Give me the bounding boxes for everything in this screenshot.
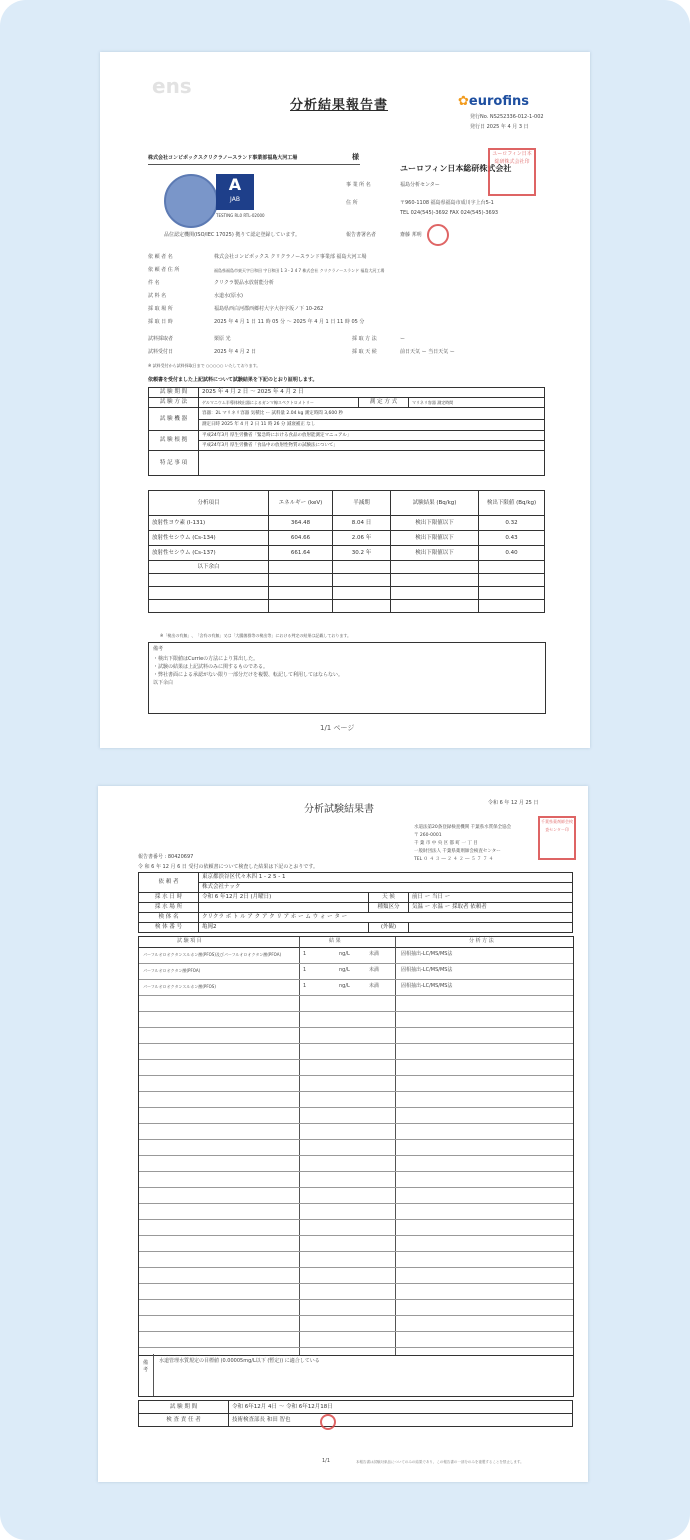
test-method: 固相抽出-LC/MS/MS法 [401, 967, 453, 973]
cell: 検出下限値以下 [391, 516, 479, 531]
table-row [149, 587, 545, 600]
row-rule [139, 1123, 573, 1124]
info-value: 水道水(原水) [214, 293, 243, 299]
test-item: パーフルオロオクタンスルホン酸(PFOS)及びパーフルオロオクタン酸(PFOA) [143, 952, 282, 957]
cell: 採 水 場 所 [139, 903, 199, 913]
cell: 特 記 事 項 [149, 451, 199, 476]
test-item: パーフルオロオクタン酸(PFOA) [143, 968, 201, 973]
table-row [149, 561, 545, 574]
cell: 令和 6 年12月 2日 (月曜日) [199, 893, 369, 903]
test-judge: 未満 [369, 983, 380, 989]
lab-name-label: 事 業 所 名 [346, 182, 371, 188]
cell: 試 験 機 器 [149, 408, 199, 431]
cell [199, 903, 369, 913]
report-title: 分析試験結果書 [304, 804, 374, 815]
row-rule [139, 1091, 573, 1092]
cell: 亀岡2 [199, 923, 369, 933]
eurofins-mark-icon: ✿ [458, 94, 469, 109]
cell: 364.48 [269, 516, 333, 531]
cell: クリクラ ボ ト ル ア ク ア ク リ ア ホ ー ム ウ ォ ー タ ー [199, 913, 573, 923]
certification-intro: 依頼書を受付ました上記試料について試験結果を下記のとおり証明します。 [148, 377, 318, 383]
sample-header-table [138, 872, 573, 933]
row-rule [139, 1251, 573, 1252]
info-label: 件 名 [148, 280, 160, 286]
cell: 前日 ー 当日 ー [409, 893, 573, 903]
info-value: 福島県福島市東天字日和田 字日和田 1 3 - 2 4 7 株式会社 クリクラノースランド 福島大河工場 [214, 268, 385, 273]
table-row [149, 431, 545, 441]
cell: 以下余白 [149, 561, 269, 574]
recipient-honorific: 様 [352, 153, 359, 161]
table-row [139, 923, 573, 933]
test-method: 固相抽出-LC/MS/MS法 [401, 951, 453, 957]
cell: 依 頼 者 [139, 873, 199, 893]
test-conditions-table [148, 387, 545, 476]
column-header: 検出下限値 (Bq/kg) [479, 491, 545, 516]
table-row [139, 873, 573, 883]
info-label: 試料受付日 [148, 349, 174, 355]
row-rule [139, 1203, 573, 1204]
row-rule [139, 1267, 573, 1268]
row-rule [139, 1171, 573, 1172]
issuer-seal-stamp: 千葉県薬剤師会検査センター印 [538, 816, 576, 860]
info-value: 前日天気 ー 当日天気 ー [400, 349, 455, 355]
cell: 気温 ー 水温 ー 採取者 依頼者 [409, 903, 573, 913]
remark-box [138, 1354, 574, 1397]
cell: 検 体 番 号 [139, 923, 199, 933]
info-value: 栗原 光 [214, 336, 231, 342]
row-rule [139, 963, 573, 964]
cell: 株式会社ナック [199, 883, 573, 893]
info-value: ー [400, 336, 406, 342]
table-row [139, 903, 573, 913]
company-seal-stamp: ユーロフィン日本総研株式会社印 [488, 148, 536, 196]
info-label: 採 取 日 時 [148, 319, 173, 325]
cell: 2025 年 4 月 2 日 〜 2025 年 4 月 2 日 [199, 388, 545, 398]
lab-tel: TEL 024(545)-3692 FAX 024(545)-3693 [400, 210, 499, 216]
issuer: 水道法第20条登録検査機関 千葉県水質保全協会 [414, 825, 512, 830]
cell: 放射性ヨウ素 (I-131) [149, 516, 269, 531]
results-header-row [139, 937, 573, 948]
test-item: パーフルオロオクタンスルホン酸(PFOS) [143, 984, 216, 989]
cell: 令和 6年12月 4日 〜 令和 6年12月18日 [229, 1401, 573, 1414]
issuer-line: 一般財団法人 千葉県薬剤師会検査センター [414, 849, 501, 854]
accreditation-note: 品位認定機関(ISO/IEC 17025) 拠りて認定登録しています。 [164, 232, 300, 238]
info-label: 採 取 場 所 [148, 306, 173, 312]
info-note: ※ 試料受付から試料採取日まで ○○○○○ いたしております。 [148, 363, 261, 368]
test-unit: ng/L [339, 951, 350, 957]
report-intro: 令 和 6 年 12 月 6 日 受付の依頼書について検査した結果は下記のとおりです。 [138, 864, 318, 870]
table-row [149, 451, 545, 476]
info-value: 株式会社コンビボックス クリクラノースランド事業部 福島大河工場 [214, 254, 367, 260]
lab-name: ユーロフィン日本総研株式会社 [400, 164, 512, 173]
cell: 2.06 年 [333, 531, 391, 546]
table-row [149, 408, 545, 420]
cell: 平成24年3月 厚生労働省「食品中の放射性物質の試験法について」 [199, 441, 545, 451]
results-grid [138, 936, 574, 1356]
info-label: 試料採取者 [148, 336, 174, 342]
column-header: 分析項目 [149, 491, 269, 516]
remarks-box [148, 642, 546, 714]
faint-logo: ens [152, 74, 192, 98]
table-row [139, 913, 573, 923]
table-header-row [149, 491, 545, 516]
cell: (外観) [369, 923, 409, 933]
info-label: 依 頼 者 住 所 [148, 267, 180, 273]
approver-label: 報告書署名者 [346, 232, 377, 238]
remark-text: 水道管理水質規定の目標値 (0.00005mg/L以下 (暫定)) に適合している [159, 1358, 320, 1364]
row-rule [139, 1043, 573, 1044]
cell: 試 験 期 間 [149, 388, 199, 398]
remark-line: ・試験の結果は上記試料のみに関するものである。 [153, 664, 269, 670]
issuer-line: 千 葉 市 中 央 区 都 町 一 丁 目 [414, 841, 478, 846]
row-rule [139, 1027, 573, 1028]
cell: 測 定 方 式 [359, 398, 409, 408]
info-value: 2025 年 4 月 2 日 [214, 349, 257, 355]
cell: 0.32 [479, 516, 545, 531]
cell: 604.66 [269, 531, 333, 546]
column-header: 試 験 項 目 [177, 938, 202, 944]
row-rule [139, 1187, 573, 1188]
test-judge: 未満 [369, 951, 380, 957]
row-rule [139, 1315, 573, 1316]
row-rule [139, 1235, 573, 1236]
column-header: エネルギー (keV) [269, 491, 333, 516]
table-row [149, 531, 545, 546]
test-result: 1 [303, 967, 307, 973]
report-date: 令和 6 年 12 月 25 日 [488, 800, 539, 806]
table-row [149, 600, 545, 613]
lab-center: 福島分析センター [400, 182, 440, 188]
row-rule [139, 1331, 573, 1332]
row-rule [139, 1107, 573, 1108]
footer-note: 本報告書は試験対象品についてのみの結果であり、この報告書の一部分のみを複製することを禁止します。 [356, 1460, 524, 1464]
cell: 試 験 期 間 [139, 1401, 229, 1414]
cell: 平成24年3月 厚生労働省「緊急時における食品の放射能測定マニュアル」 [199, 431, 545, 441]
issuer-line: TEL ０ ４ ３ ― ２ ４ ２ ― ５ ７ ７ ４ [414, 857, 494, 862]
row-rule [139, 1011, 573, 1012]
page-number: 1/1 [322, 1458, 331, 1464]
test-unit: ng/L [339, 967, 350, 973]
cell: 検出下限値以下 [391, 546, 479, 561]
cell: 8.04 日 [333, 516, 391, 531]
manager-seal-icon [320, 1414, 336, 1430]
info-value: クリクラ製品水放射能分析 [214, 280, 274, 286]
row-rule [139, 1283, 573, 1284]
test-judge: 未満 [369, 967, 380, 973]
eurofins-logo: ✿eurofins [458, 94, 529, 109]
cell: マリネリ容器 測定時間 [409, 398, 545, 408]
test-method: 固相抽出-LC/MS/MS法 [401, 983, 453, 989]
cell: 東京都渋谷区代々木四 1 - 2 5 - 1 [199, 873, 573, 883]
cell: 技術検査部長 和田 智也 [229, 1414, 573, 1427]
results-table [148, 490, 545, 613]
cell: 放射性セシウム (Cs-134) [149, 531, 269, 546]
column-header: 半減期 [333, 491, 391, 516]
row-rule [139, 1299, 573, 1300]
remark-line: ・弊社書面による承認がない限り一部分だけを複製、転記して利用してはならない。 [153, 672, 344, 678]
cell: 種類区分 [369, 903, 409, 913]
row-rule [139, 1347, 573, 1348]
info-label: 採 取 方 法 [352, 336, 377, 342]
jab-mark-icon: A JAB [216, 174, 254, 210]
row-rule [139, 995, 573, 996]
test-unit: ng/L [339, 983, 350, 989]
address-label: 住 所 [346, 200, 358, 206]
test-result: 1 [303, 983, 307, 989]
cell: 検 査 責 任 者 [139, 1414, 229, 1427]
remark-line: ・検出下限値はCurrieの方法により算出した。 [153, 656, 259, 662]
column-header: 結 果 [329, 938, 341, 944]
remarks-label: 備考 [153, 646, 164, 652]
info-label: 依 頼 者 名 [148, 254, 173, 260]
table-row [149, 546, 545, 561]
approver-seal-icon [427, 224, 449, 246]
info-value: 福島県西白河郡西郷村大字大谷字坂ノ下 10-262 [214, 306, 324, 312]
jab-sub: TESTING RL0 RTL-02000 [216, 213, 265, 218]
test-result-page [98, 786, 588, 1482]
cell: 661.64 [269, 546, 333, 561]
issuer-line: 〒 260-0001 [414, 833, 442, 838]
cell: 容器：2L マリネリ容器 気積比 ー 試料量 2.04 kg 測定時間 3,600 秒 [199, 408, 545, 420]
table-row [139, 883, 573, 893]
remark-label: 備 考 [143, 1360, 149, 1373]
table-row [149, 441, 545, 451]
row-rule [139, 1219, 573, 1220]
report-number: 報告書番号 : 80420697 [138, 854, 194, 860]
cell: 測定日時 2025 年 4 月 2 日 11 時 26 分 減衰補正 なし [199, 419, 545, 431]
cell [199, 451, 545, 476]
cell: 天 候 [369, 893, 409, 903]
cell: ゲルマニウム半導体検出器によるガンマ線スペクトロメトリー [199, 398, 359, 408]
table-row [139, 1401, 573, 1414]
result-note: ※「検出の有無」、「含有の有無」又は「大腸菌群等の検出等」における判定の結果は記載しております。 [160, 633, 352, 638]
column-header: 試験結果 (Bq/kg) [391, 491, 479, 516]
info-value: 2025 年 4 月 1 日 11 時 05 分 〜 2025 年 4 月 1 日 11 時 05 分 [214, 319, 365, 325]
column-header: 分 析 方 法 [469, 938, 494, 944]
row-rule [139, 1059, 573, 1060]
cell: 試 験 根 拠 [149, 431, 199, 451]
approver-name: 齋藤 邦明 [400, 232, 422, 238]
issue-date: 発行日 2025 年 4 月 3 日 [470, 124, 529, 130]
table-row [149, 419, 545, 431]
signoff-table [138, 1400, 573, 1427]
report-title: 分析結果報告書 [290, 98, 389, 113]
analysis-report-page [100, 52, 590, 748]
cell [409, 923, 573, 933]
remark-line: 以下余白 [153, 680, 174, 686]
info-label: 試 料 名 [148, 293, 167, 299]
doc-number: 発行No. NS252336-012-1-002 [470, 114, 544, 120]
lab-address: 〒960-1108 福島県福島市成川字上台5-1 [400, 200, 494, 206]
cell: 試 験 方 法 [149, 398, 199, 408]
table-row [139, 1414, 573, 1427]
test-result: 1 [303, 951, 307, 957]
info-label: 採 取 天 候 [352, 349, 377, 355]
table-row [149, 516, 545, 531]
table-row [149, 574, 545, 587]
cell: 0.40 [479, 546, 545, 561]
accreditation-seal-icon [164, 174, 218, 228]
row-rule [139, 979, 573, 980]
cell: 採 水 日 時 [139, 893, 199, 903]
table-row [139, 893, 573, 903]
cell: 検出下限値以下 [391, 531, 479, 546]
row-rule [139, 1075, 573, 1076]
cell: 30.2 年 [333, 546, 391, 561]
row-rule [139, 1139, 573, 1140]
cell: 放射性セシウム (Cs-137) [149, 546, 269, 561]
recipient: 株式会社コンビボックスクリクラノースランド事業部福島大河工場 [148, 155, 298, 161]
row-rule [139, 1155, 573, 1156]
cell: 0.43 [479, 531, 545, 546]
cell: 検 体 名 [139, 913, 199, 923]
table-row [149, 398, 545, 408]
table-row [149, 388, 545, 398]
page-number: 1/1 ページ [320, 724, 355, 732]
